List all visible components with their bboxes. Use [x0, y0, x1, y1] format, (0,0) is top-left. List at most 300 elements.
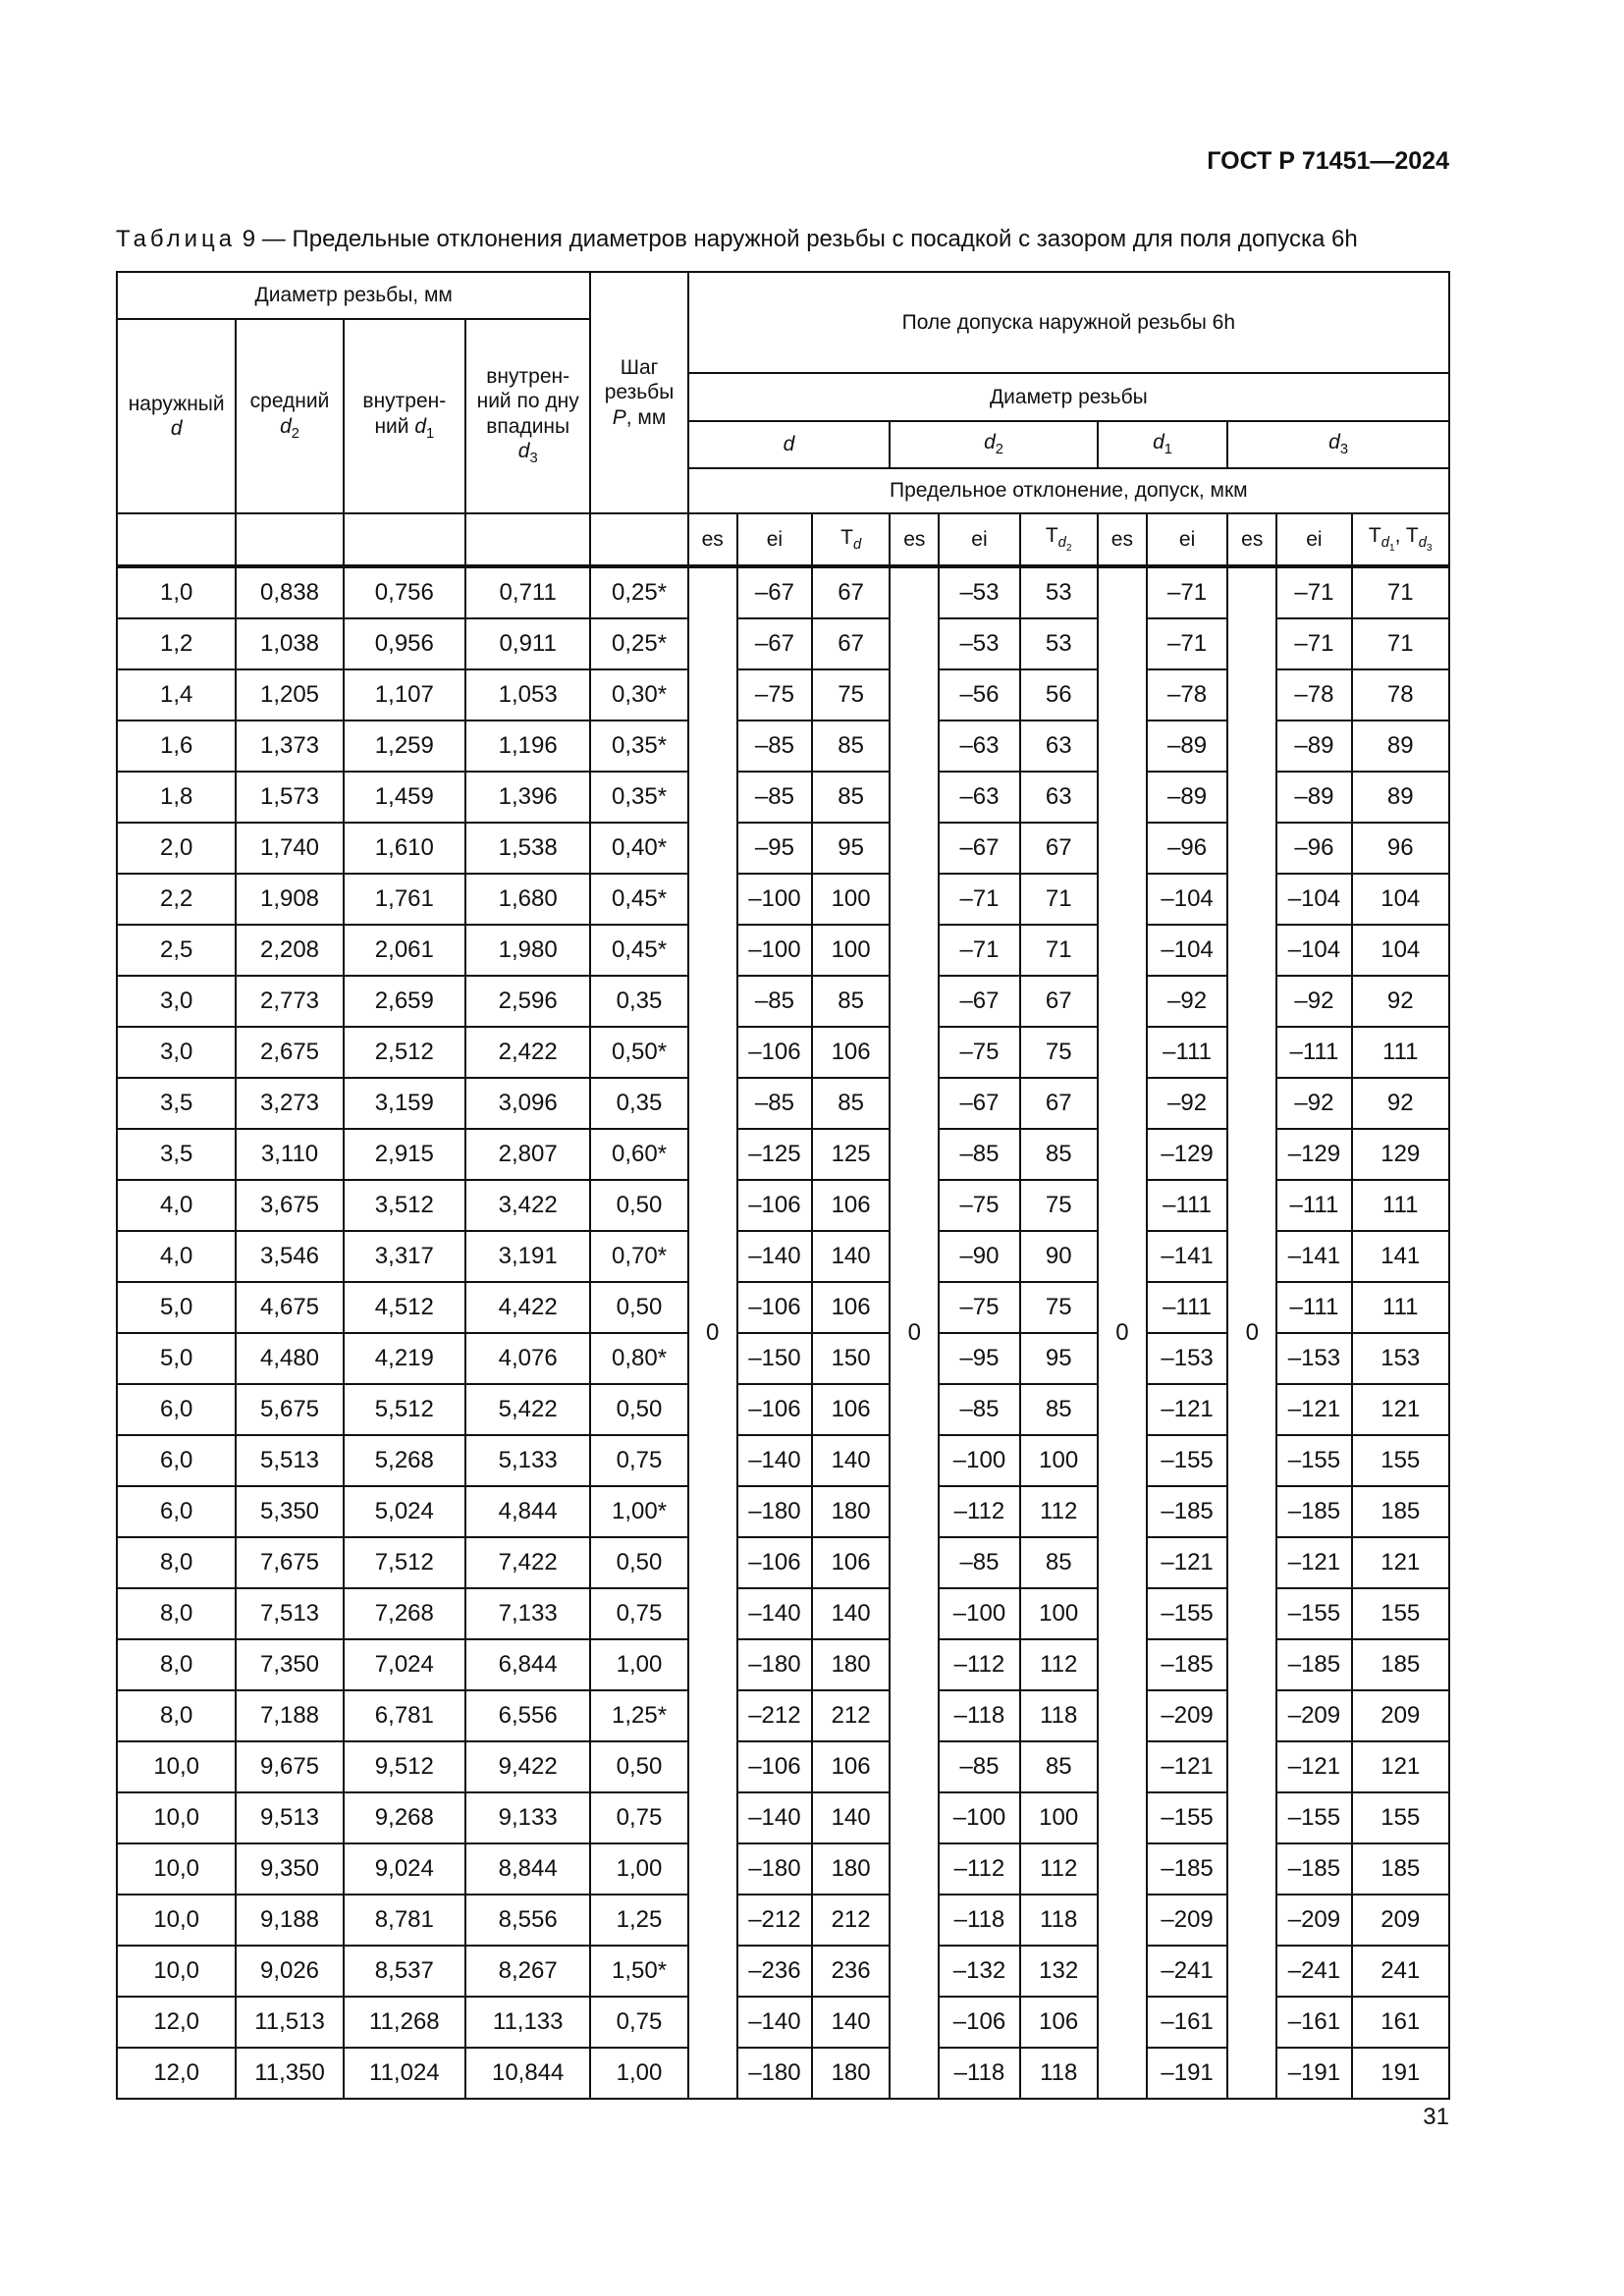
cell-root-diameter: 8,844 — [465, 1843, 590, 1895]
cell-Td2: 112 — [1020, 1639, 1098, 1690]
cell-Td2: 118 — [1020, 1690, 1098, 1741]
cell-Td1-Td3: 185 — [1352, 1843, 1449, 1895]
Td2-sub: d — [1057, 535, 1066, 552]
cell-root-diameter: 1,538 — [465, 823, 590, 874]
cell-mean-diameter: 7,350 — [236, 1639, 343, 1690]
cell-Td1-Td3: 111 — [1352, 1027, 1449, 1078]
cell-root-diameter: 1,196 — [465, 721, 590, 772]
cell-mean-diameter: 1,573 — [236, 772, 343, 823]
cell-Td1-Td3: 241 — [1352, 1946, 1449, 1997]
cell-root-diameter: 6,556 — [465, 1690, 590, 1741]
header-root-diameter — [465, 319, 590, 513]
cell-ei-d: –106 — [737, 1282, 812, 1333]
cell-Td1-Td3: 104 — [1352, 925, 1449, 976]
cell-root-diameter: 3,096 — [465, 1078, 590, 1129]
cell-ei-d: –140 — [737, 1997, 812, 2048]
cell-ei-d1: –209 — [1147, 1690, 1227, 1741]
cell-inner-diameter: 5,268 — [344, 1435, 465, 1486]
cell-Td1-Td3: 121 — [1352, 1384, 1449, 1435]
cell-ei-d1: –191 — [1147, 2048, 1227, 2099]
cell-pitch: 0,50 — [590, 1384, 687, 1435]
header-thread-diameter: Диаметр резьбы — [688, 373, 1449, 421]
cell-root-diameter: 7,422 — [465, 1537, 590, 1588]
cell-mean-diameter: 3,675 — [236, 1180, 343, 1231]
root-label-3: впадины — [486, 414, 570, 438]
cell-root-diameter: 2,596 — [465, 976, 590, 1027]
cell-ei-d2: –112 — [939, 1843, 1019, 1895]
cell-outer-diameter: 10,0 — [117, 1895, 236, 1946]
cell-ei-d: –140 — [737, 1435, 812, 1486]
cell-mean-diameter: 9,513 — [236, 1792, 343, 1843]
cell-ei-d2: –67 — [939, 823, 1019, 874]
cell-outer-diameter: 1,6 — [117, 721, 236, 772]
cell-outer-diameter: 8,0 — [117, 1639, 236, 1690]
header-ei-d3: ei — [1276, 513, 1351, 566]
cell-Td: 180 — [812, 1843, 890, 1895]
header-Td — [812, 513, 890, 566]
cell-Td: 67 — [812, 618, 890, 669]
cell-pitch: 0,45* — [590, 874, 687, 925]
cell-ei-d: –212 — [737, 1895, 812, 1946]
cell-ei-d1: –111 — [1147, 1282, 1227, 1333]
cell-Td2: 56 — [1020, 669, 1098, 721]
cell-ei-d3: –185 — [1276, 1639, 1351, 1690]
cell-Td: 106 — [812, 1027, 890, 1078]
cell-pitch: 1,00 — [590, 2048, 687, 2099]
cell-Td1-Td3: 89 — [1352, 772, 1449, 823]
cell-inner-diameter: 4,219 — [344, 1333, 465, 1384]
cell-ei-d2: –53 — [939, 566, 1019, 618]
cell-mean-diameter: 1,373 — [236, 721, 343, 772]
cell-outer-diameter: 8,0 — [117, 1588, 236, 1639]
cell-mean-diameter: 11,513 — [236, 1997, 343, 2048]
cell-ei-d3: –96 — [1276, 823, 1351, 874]
header-spacer — [465, 513, 590, 566]
cell-Td: 100 — [812, 874, 890, 925]
cell-Td: 212 — [812, 1690, 890, 1741]
cell-Td2: 75 — [1020, 1282, 1098, 1333]
cell-ei-d: –106 — [737, 1027, 812, 1078]
cell-ei-d1: –89 — [1147, 721, 1227, 772]
cell-ei-d2: –71 — [939, 874, 1019, 925]
cell-ei-d1: –104 — [1147, 925, 1227, 976]
cell-inner-diameter: 4,512 — [344, 1282, 465, 1333]
cell-outer-diameter: 10,0 — [117, 1741, 236, 1792]
cell-mean-diameter: 0,838 — [236, 566, 343, 618]
cell-pitch: 1,25 — [590, 1895, 687, 1946]
cell-ei-d3: –129 — [1276, 1129, 1351, 1180]
cell-ei-d1: –121 — [1147, 1537, 1227, 1588]
cell-ei-d2: –112 — [939, 1486, 1019, 1537]
cell-pitch: 0,60* — [590, 1129, 687, 1180]
cell-Td2: 112 — [1020, 1843, 1098, 1895]
cell-ei-d: –140 — [737, 1231, 812, 1282]
cell-mean-diameter: 4,675 — [236, 1282, 343, 1333]
cell-Td: 140 — [812, 1792, 890, 1843]
cell-ei-d: –212 — [737, 1690, 812, 1741]
cell-inner-diameter: 0,956 — [344, 618, 465, 669]
cell-mean-diameter: 7,188 — [236, 1690, 343, 1741]
inner-label-2: ний — [374, 414, 409, 438]
cell-Td2: 100 — [1020, 1792, 1098, 1843]
cell-Td1-Td3: 121 — [1352, 1537, 1449, 1588]
cell-pitch: 0,75 — [590, 1435, 687, 1486]
d2-symbol: d — [984, 431, 996, 454]
cell-Td1-Td3: 78 — [1352, 669, 1449, 721]
deviation-table — [116, 271, 1450, 2100]
cell-pitch: 0,35* — [590, 772, 687, 823]
cell-Td: 106 — [812, 1180, 890, 1231]
cell-inner-diameter: 3,512 — [344, 1180, 465, 1231]
cell-root-diameter: 3,191 — [465, 1231, 590, 1282]
cell-root-diameter: 2,422 — [465, 1027, 590, 1078]
cell-pitch: 0,70* — [590, 1231, 687, 1282]
cell-outer-diameter: 5,0 — [117, 1282, 236, 1333]
cell-outer-diameter: 3,0 — [117, 976, 236, 1027]
cell-ei-d2: –118 — [939, 1690, 1019, 1741]
cell-Td1-Td3: 104 — [1352, 874, 1449, 925]
cell-Td2: 118 — [1020, 1895, 1098, 1946]
cell-ei-d: –180 — [737, 1843, 812, 1895]
standard-designation: ГОСТ Р 71451—2024 — [1207, 147, 1449, 175]
cell-inner-diameter: 2,512 — [344, 1027, 465, 1078]
cell-inner-diameter: 1,459 — [344, 772, 465, 823]
Td3-sub: d — [1418, 535, 1427, 552]
cell-ei-d: –180 — [737, 1486, 812, 1537]
cell-ei-d1: –155 — [1147, 1435, 1227, 1486]
header-d1 — [1098, 421, 1227, 468]
header-mean-diameter — [236, 319, 343, 513]
cell-outer-diameter: 10,0 — [117, 1792, 236, 1843]
cell-inner-diameter: 1,259 — [344, 721, 465, 772]
cell-ei-d2: –118 — [939, 1895, 1019, 1946]
header-Td1-Td3 — [1352, 513, 1449, 566]
cell-ei-d3: –121 — [1276, 1537, 1351, 1588]
cell-Td2: 75 — [1020, 1180, 1098, 1231]
cell-Td: 85 — [812, 1078, 890, 1129]
cell-Td: 180 — [812, 1639, 890, 1690]
header-spacer — [117, 513, 236, 566]
cell-ei-d: –100 — [737, 874, 812, 925]
cell-Td2: 100 — [1020, 1435, 1098, 1486]
header-spacer — [590, 513, 687, 566]
Td1-sub: d — [1380, 535, 1389, 552]
cell-outer-diameter: 3,5 — [117, 1129, 236, 1180]
cell-mean-diameter: 2,208 — [236, 925, 343, 976]
cell-ei-d2: –71 — [939, 925, 1019, 976]
cell-Td2: 95 — [1020, 1333, 1098, 1384]
cell-Td2: 85 — [1020, 1537, 1098, 1588]
cell-Td: 140 — [812, 1588, 890, 1639]
cell-Td: 140 — [812, 1435, 890, 1486]
cell-inner-diameter: 2,061 — [344, 925, 465, 976]
Td2-subsub: 2 — [1065, 543, 1072, 555]
cell-ei-d1: –92 — [1147, 1078, 1227, 1129]
mean-sub: 2 — [291, 425, 299, 442]
cell-mean-diameter: 1,038 — [236, 618, 343, 669]
cell-ei-d: –106 — [737, 1741, 812, 1792]
cell-mean-diameter: 9,188 — [236, 1895, 343, 1946]
cell-ei-d: –236 — [737, 1946, 812, 1997]
cell-root-diameter: 4,076 — [465, 1333, 590, 1384]
cell-ei-d3: –92 — [1276, 1078, 1351, 1129]
d1-sub: 1 — [1164, 442, 1172, 458]
header-ei-d2: ei — [939, 513, 1019, 566]
cell-ei-d: –85 — [737, 1078, 812, 1129]
cell-ei-d: –100 — [737, 925, 812, 976]
cell-Td2: 63 — [1020, 721, 1098, 772]
cell-Td1-Td3: 71 — [1352, 618, 1449, 669]
cell-Td2: 71 — [1020, 925, 1098, 976]
cell-pitch: 0,50 — [590, 1741, 687, 1792]
cell-mean-diameter: 11,350 — [236, 2048, 343, 2099]
cell-pitch: 0,40* — [590, 823, 687, 874]
cell-Td2: 118 — [1020, 2048, 1098, 2099]
cell-ei-d2: –63 — [939, 772, 1019, 823]
cell-outer-diameter: 8,0 — [117, 1537, 236, 1588]
cell-mean-diameter: 5,350 — [236, 1486, 343, 1537]
cell-ei-d3: –104 — [1276, 925, 1351, 976]
cell-inner-diameter: 1,610 — [344, 823, 465, 874]
cell-ei-d1: –153 — [1147, 1333, 1227, 1384]
cell-inner-diameter: 9,268 — [344, 1792, 465, 1843]
cell-Td: 106 — [812, 1741, 890, 1792]
header-d3 — [1227, 421, 1449, 468]
outer-label: наружный — [128, 392, 225, 415]
T-separator: , — [1394, 524, 1406, 548]
cell-Td2: 112 — [1020, 1486, 1098, 1537]
cell-Td: 85 — [812, 976, 890, 1027]
cell-inner-diameter: 2,659 — [344, 976, 465, 1027]
cell-root-diameter: 0,911 — [465, 618, 590, 669]
cell-ei-d: –67 — [737, 618, 812, 669]
cell-ei-d: –85 — [737, 976, 812, 1027]
cell-ei-d3: –241 — [1276, 1946, 1351, 1997]
header-pitch — [590, 272, 687, 513]
cell-outer-diameter: 6,0 — [117, 1384, 236, 1435]
cell-ei-d2: –75 — [939, 1282, 1019, 1333]
cell-root-diameter: 4,422 — [465, 1282, 590, 1333]
header-es-d1: es — [1098, 513, 1147, 566]
cell-ei-d: –180 — [737, 2048, 812, 2099]
cell-ei-d3: –121 — [1276, 1384, 1351, 1435]
cell-Td: 140 — [812, 1997, 890, 2048]
cell-ei-d: –125 — [737, 1129, 812, 1180]
cell-ei-d2: –85 — [939, 1741, 1019, 1792]
caption-text: 9 — Предельные отклонения диаметров наружной резьбы с посадкой с зазором для поля допуска 6h — [242, 226, 1358, 252]
cell-Td: 212 — [812, 1895, 890, 1946]
cell-es-d3: 0 — [1227, 566, 1276, 2099]
pitch-label-2: резьбы — [604, 381, 675, 404]
cell-ei-d3: –89 — [1276, 721, 1351, 772]
cell-Td2: 85 — [1020, 1741, 1098, 1792]
cell-ei-d: –95 — [737, 823, 812, 874]
cell-Td1-Td3: 89 — [1352, 721, 1449, 772]
cell-outer-diameter: 1,2 — [117, 618, 236, 669]
cell-outer-diameter: 5,0 — [117, 1333, 236, 1384]
cell-ei-d: –106 — [737, 1384, 812, 1435]
header-Td2 — [1020, 513, 1098, 566]
cell-ei-d3: –191 — [1276, 2048, 1351, 2099]
cell-mean-diameter: 7,513 — [236, 1588, 343, 1639]
cell-pitch: 0,35 — [590, 1078, 687, 1129]
cell-ei-d1: –185 — [1147, 1639, 1227, 1690]
cell-root-diameter: 10,844 — [465, 2048, 590, 2099]
cell-outer-diameter: 4,0 — [117, 1231, 236, 1282]
cell-pitch: 1,00 — [590, 1639, 687, 1690]
cell-ei-d2: –112 — [939, 1639, 1019, 1690]
cell-ei-d3: –209 — [1276, 1895, 1351, 1946]
cell-Td: 180 — [812, 1486, 890, 1537]
cell-ei-d3: –111 — [1276, 1027, 1351, 1078]
cell-ei-d1: –129 — [1147, 1129, 1227, 1180]
header-d: d — [688, 421, 891, 468]
cell-root-diameter: 11,133 — [465, 1997, 590, 2048]
cell-Td1-Td3: 111 — [1352, 1282, 1449, 1333]
cell-Td2: 53 — [1020, 618, 1098, 669]
T-symbol: T — [1045, 524, 1058, 548]
cell-Td: 106 — [812, 1384, 890, 1435]
cell-pitch: 1,00* — [590, 1486, 687, 1537]
header-es-d: es — [688, 513, 737, 566]
cell-ei-d2: –132 — [939, 1946, 1019, 1997]
cell-mean-diameter: 4,480 — [236, 1333, 343, 1384]
cell-es-d: 0 — [688, 566, 737, 2099]
mean-label: средний — [249, 390, 330, 413]
cell-pitch: 0,50 — [590, 1537, 687, 1588]
cell-ei-d3: –155 — [1276, 1792, 1351, 1843]
header-spacer — [236, 513, 343, 566]
cell-ei-d2: –75 — [939, 1180, 1019, 1231]
cell-pitch: 0,45* — [590, 925, 687, 976]
cell-Td: 150 — [812, 1333, 890, 1384]
cell-ei-d2: –100 — [939, 1792, 1019, 1843]
cell-ei-d3: –141 — [1276, 1231, 1351, 1282]
cell-Td1-Td3: 153 — [1352, 1333, 1449, 1384]
cell-Td2: 100 — [1020, 1588, 1098, 1639]
cell-inner-diameter: 11,268 — [344, 1997, 465, 2048]
cell-ei-d1: –155 — [1147, 1588, 1227, 1639]
cell-ei-d2: –85 — [939, 1384, 1019, 1435]
cell-ei-d2: –85 — [939, 1129, 1019, 1180]
cell-pitch: 0,25* — [590, 566, 687, 618]
Td1-subsub: 1 — [1388, 543, 1395, 555]
cell-ei-d1: –104 — [1147, 874, 1227, 925]
cell-Td1-Td3: 155 — [1352, 1588, 1449, 1639]
cell-Td2: 85 — [1020, 1384, 1098, 1435]
cell-ei-d2: –90 — [939, 1231, 1019, 1282]
cell-mean-diameter: 1,205 — [236, 669, 343, 721]
cell-ei-d3: –71 — [1276, 618, 1351, 669]
cell-inner-diameter: 1,761 — [344, 874, 465, 925]
cell-ei-d1: –155 — [1147, 1792, 1227, 1843]
page-number: 31 — [1423, 2104, 1449, 2130]
cell-root-diameter: 7,133 — [465, 1588, 590, 1639]
cell-outer-diameter: 10,0 — [117, 1843, 236, 1895]
cell-root-diameter: 9,422 — [465, 1741, 590, 1792]
cell-ei-d2: –67 — [939, 976, 1019, 1027]
cell-ei-d: –67 — [737, 566, 812, 618]
cell-root-diameter: 1,680 — [465, 874, 590, 925]
cell-pitch: 0,30* — [590, 669, 687, 721]
cell-ei-d3: –71 — [1276, 566, 1351, 618]
cell-ei-d3: –155 — [1276, 1588, 1351, 1639]
pitch-label-1: Шаг — [620, 356, 659, 380]
cell-pitch: 1,50* — [590, 1946, 687, 1997]
table-caption — [116, 226, 1358, 253]
header-outer-diameter — [117, 319, 236, 513]
cell-Td1-Td3: 111 — [1352, 1180, 1449, 1231]
cell-ei-d1: –111 — [1147, 1027, 1227, 1078]
cell-ei-d1: –141 — [1147, 1231, 1227, 1282]
cell-outer-diameter: 3,5 — [117, 1078, 236, 1129]
cell-Td1-Td3: 209 — [1352, 1690, 1449, 1741]
cell-ei-d: –150 — [737, 1333, 812, 1384]
cell-ei-d2: –95 — [939, 1333, 1019, 1384]
cell-Td1-Td3: 92 — [1352, 1078, 1449, 1129]
root-label-2: ний по дну — [476, 390, 579, 413]
cell-mean-diameter: 1,908 — [236, 874, 343, 925]
cell-root-diameter: 5,422 — [465, 1384, 590, 1435]
cell-es-d1: 0 — [1098, 566, 1147, 2099]
cell-Td1-Td3: 185 — [1352, 1639, 1449, 1690]
cell-inner-diameter: 2,915 — [344, 1129, 465, 1180]
cell-mean-diameter: 9,026 — [236, 1946, 343, 1997]
cell-inner-diameter: 7,268 — [344, 1588, 465, 1639]
cell-mean-diameter: 2,773 — [236, 976, 343, 1027]
cell-Td2: 67 — [1020, 823, 1098, 874]
cell-ei-d: –106 — [737, 1180, 812, 1231]
cell-mean-diameter: 3,546 — [236, 1231, 343, 1282]
cell-pitch: 0,50 — [590, 1282, 687, 1333]
header-ei-d: ei — [737, 513, 812, 566]
cell-outer-diameter: 12,0 — [117, 2048, 236, 2099]
root-sub: 3 — [529, 451, 538, 467]
header-es-d3: es — [1227, 513, 1276, 566]
cell-ei-d1: –96 — [1147, 823, 1227, 874]
cell-mean-diameter: 3,110 — [236, 1129, 343, 1180]
cell-ei-d2: –63 — [939, 721, 1019, 772]
cell-mean-diameter: 9,675 — [236, 1741, 343, 1792]
cell-ei-d3: –185 — [1276, 1843, 1351, 1895]
Td-sub: d — [852, 536, 862, 553]
cell-Td1-Td3: 71 — [1352, 566, 1449, 618]
cell-Td2: 67 — [1020, 976, 1098, 1027]
cell-outer-diameter: 4,0 — [117, 1180, 236, 1231]
cell-inner-diameter: 11,024 — [344, 2048, 465, 2099]
header-spacer — [344, 513, 465, 566]
cell-root-diameter: 5,133 — [465, 1435, 590, 1486]
header-tolerance-field: Поле допуска наружной резьбы 6h — [688, 272, 1449, 373]
cell-es-d2: 0 — [890, 566, 939, 2099]
cell-ei-d1: –92 — [1147, 976, 1227, 1027]
T-symbol: T — [1368, 524, 1381, 548]
d2-sub: 2 — [995, 442, 1003, 458]
cell-pitch: 1,25* — [590, 1690, 687, 1741]
cell-mean-diameter: 1,740 — [236, 823, 343, 874]
cell-inner-diameter: 3,317 — [344, 1231, 465, 1282]
cell-ei-d1: –209 — [1147, 1895, 1227, 1946]
cell-inner-diameter: 7,512 — [344, 1537, 465, 1588]
cell-ei-d3: –104 — [1276, 874, 1351, 925]
cell-ei-d3: –209 — [1276, 1690, 1351, 1741]
cell-ei-d2: –85 — [939, 1537, 1019, 1588]
cell-Td2: 71 — [1020, 874, 1098, 925]
cell-Td: 85 — [812, 772, 890, 823]
cell-ei-d2: –67 — [939, 1078, 1019, 1129]
cell-ei-d3: –111 — [1276, 1282, 1351, 1333]
cell-inner-diameter: 8,537 — [344, 1946, 465, 1997]
